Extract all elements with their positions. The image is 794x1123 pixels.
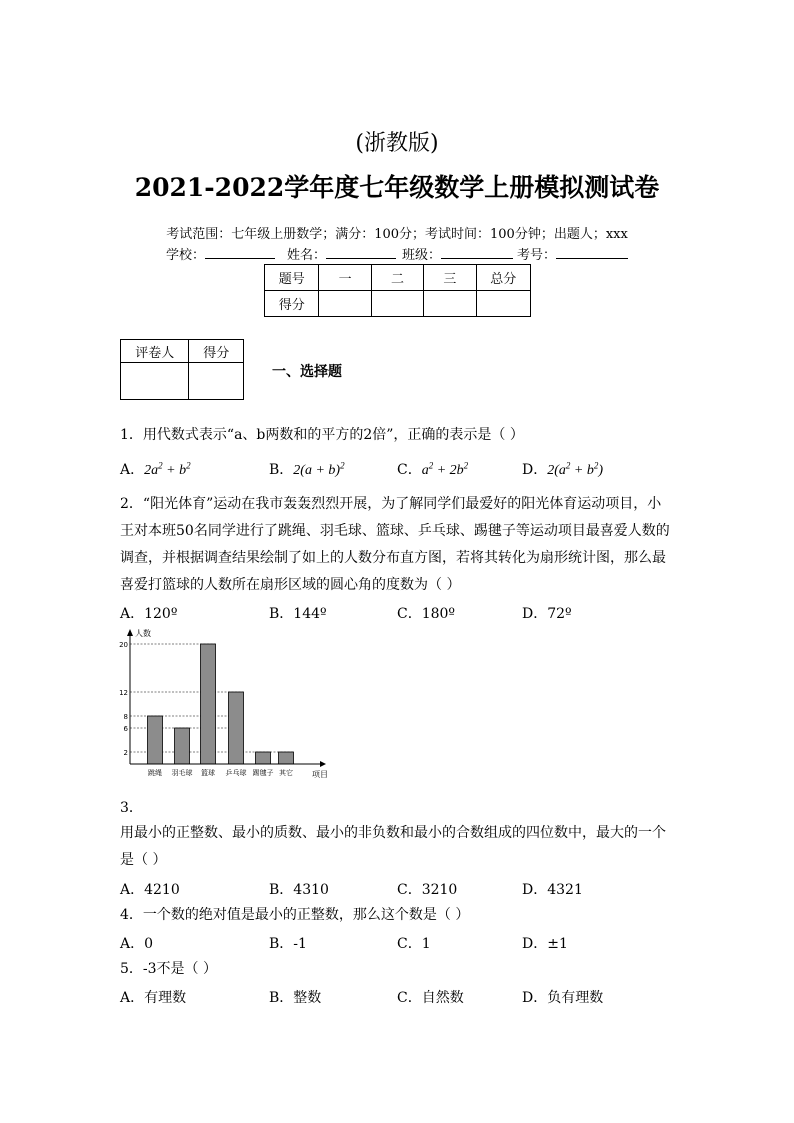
chart-bar bbox=[279, 752, 294, 764]
chart-bar bbox=[201, 644, 216, 764]
question-2-line: 喜爱打篮球的人数所在扇形区域的圆心角的度数为（ ） bbox=[120, 577, 461, 593]
y-tick-label: 2 bbox=[123, 749, 128, 757]
x-axis-arrow-icon bbox=[320, 761, 326, 767]
score-header-cell: 二 bbox=[371, 265, 423, 291]
grader-header-cell: 评卷人 bbox=[121, 340, 189, 363]
q5-option-a[interactable]: A．有理数 bbox=[120, 990, 187, 1006]
question-2-line: 调查，并根据调查结果绘制了如上的人数分布直方图，若将其转化为扇形统计图，那么最 bbox=[120, 550, 666, 566]
name-label: 姓名： bbox=[286, 248, 326, 263]
edition-label: (浙教版) bbox=[355, 131, 439, 156]
score-header-cell: 一 bbox=[319, 265, 371, 291]
x-category-label: 其它 bbox=[279, 769, 293, 777]
score-header-cell: 三 bbox=[424, 265, 476, 291]
chart-bar bbox=[175, 728, 190, 764]
option-label: A． bbox=[120, 462, 145, 478]
histogram-chart bbox=[110, 624, 335, 784]
question-3-number: 3． bbox=[120, 800, 143, 816]
q1-option-c[interactable]: C．$a^2 + 2b^2$ bbox=[397, 460, 469, 478]
score-header-cell: 总分 bbox=[476, 265, 530, 291]
student-info-line bbox=[0, 244, 794, 263]
q5-option-c[interactable]: C．自然数 bbox=[397, 990, 464, 1006]
score-cell[interactable] bbox=[476, 291, 530, 317]
question-3-line: 用最小的正整数、最小的质数、最小的非负数和最小的合数组成的四位数中，最大的一个 bbox=[120, 825, 666, 841]
class-blank[interactable] bbox=[441, 245, 513, 259]
school-label: 学校： bbox=[165, 248, 205, 263]
chart-bar bbox=[256, 752, 271, 764]
q4-option-a[interactable]: A．0 bbox=[120, 936, 154, 952]
score-row-label: 得分 bbox=[265, 291, 319, 317]
x-category-label: 跳绳 bbox=[148, 769, 162, 777]
page-title: 2021-2022学年度七年级数学上册模拟测试卷 bbox=[134, 173, 660, 202]
chart-y-ticks bbox=[119, 641, 128, 757]
grader-cell[interactable] bbox=[189, 363, 244, 400]
option-label: C． bbox=[397, 462, 422, 478]
y-tick-label: 8 bbox=[123, 713, 128, 721]
score-cell[interactable] bbox=[371, 291, 423, 317]
q2-option-d[interactable]: D．72º bbox=[522, 606, 572, 622]
x-category-label: 羽毛球 bbox=[171, 769, 193, 777]
question-3-line: 是（ ） bbox=[120, 852, 167, 868]
q3-option-c[interactable]: C．3210 bbox=[397, 882, 458, 898]
x-category-label: 篮球 bbox=[201, 769, 215, 777]
score-cell[interactable] bbox=[424, 291, 476, 317]
y-axis-label: 人数 bbox=[135, 629, 151, 638]
chart-categories bbox=[148, 768, 293, 777]
score-cell[interactable] bbox=[319, 291, 371, 317]
x-axis-label: 项目 bbox=[312, 770, 328, 779]
q2-option-c[interactable]: C．180º bbox=[397, 606, 456, 622]
y-tick-label: 12 bbox=[119, 689, 128, 697]
question-2-line: 2．“阳光体育”运动在我市轰轰烈烈开展，为了解同学们最爱好的阳光体育运动项目，小 bbox=[120, 496, 662, 512]
grader-cell[interactable] bbox=[121, 363, 189, 400]
grader-table bbox=[120, 339, 244, 400]
q2-option-a[interactable]: A．120º bbox=[120, 606, 178, 622]
school-blank[interactable] bbox=[205, 245, 275, 259]
score-table bbox=[264, 264, 531, 317]
question-5-text: 5．-3不是（ ） bbox=[120, 961, 217, 977]
q3-option-a[interactable]: A．4210 bbox=[120, 882, 180, 898]
q1-option-a[interactable]: A．$2a^2 + b^2$ bbox=[120, 460, 191, 478]
question-2-line: 王对本班50名同学进行了跳绳、羽毛球、篮球、乒乓球、踢毽子等运动项目最喜爱人数的 bbox=[120, 523, 670, 539]
score-header-cell: 题号 bbox=[265, 265, 319, 291]
option-label: B． bbox=[269, 462, 294, 478]
q3-option-b[interactable]: B．4310 bbox=[269, 882, 329, 898]
q2-option-b[interactable]: B．144º bbox=[269, 606, 327, 622]
q4-option-b[interactable]: B．-1 bbox=[269, 936, 307, 952]
class-label: 班级： bbox=[402, 248, 442, 263]
question-1-text: 1．用代数式表示“a、b两数和的平方的2倍”，正确的表示是（ ） bbox=[120, 427, 524, 443]
number-blank[interactable] bbox=[556, 245, 628, 259]
question-4-text: 4．一个数的绝对值是最小的正整数，那么这个数是（ ） bbox=[120, 907, 470, 923]
chart-bars bbox=[148, 644, 294, 764]
grader-header-cell: 得分 bbox=[189, 340, 244, 363]
q4-option-c[interactable]: C．1 bbox=[397, 936, 431, 952]
chart-bar bbox=[229, 692, 244, 764]
y-tick-label: 20 bbox=[119, 641, 128, 649]
q5-option-b[interactable]: B．整数 bbox=[269, 990, 322, 1006]
y-tick-label: 6 bbox=[123, 725, 128, 733]
option-label: D． bbox=[522, 462, 548, 478]
number-label: 考号： bbox=[517, 248, 557, 263]
q4-option-d[interactable]: D．±1 bbox=[522, 936, 568, 952]
exam-meta-line: 考试范围：七年级上册数学；满分：100分；考试时间：100分钟；出题人；xxx bbox=[166, 227, 628, 242]
chart-bar bbox=[148, 716, 163, 764]
x-category-label: 踢毽子 bbox=[252, 769, 274, 777]
q1-option-d[interactable]: D．$2(a^2 + b^2)$ bbox=[522, 460, 604, 478]
section-title: 一、选择题 bbox=[272, 364, 342, 380]
name-blank[interactable] bbox=[326, 245, 396, 259]
x-category-label: 乒乓球 bbox=[225, 769, 247, 777]
q5-option-d[interactable]: D．负有理数 bbox=[522, 990, 604, 1006]
y-axis-arrow-icon bbox=[127, 629, 133, 636]
q3-option-d[interactable]: D．4321 bbox=[522, 882, 583, 898]
q1-option-b[interactable]: B．$2(a + b)^2$ bbox=[269, 460, 345, 478]
